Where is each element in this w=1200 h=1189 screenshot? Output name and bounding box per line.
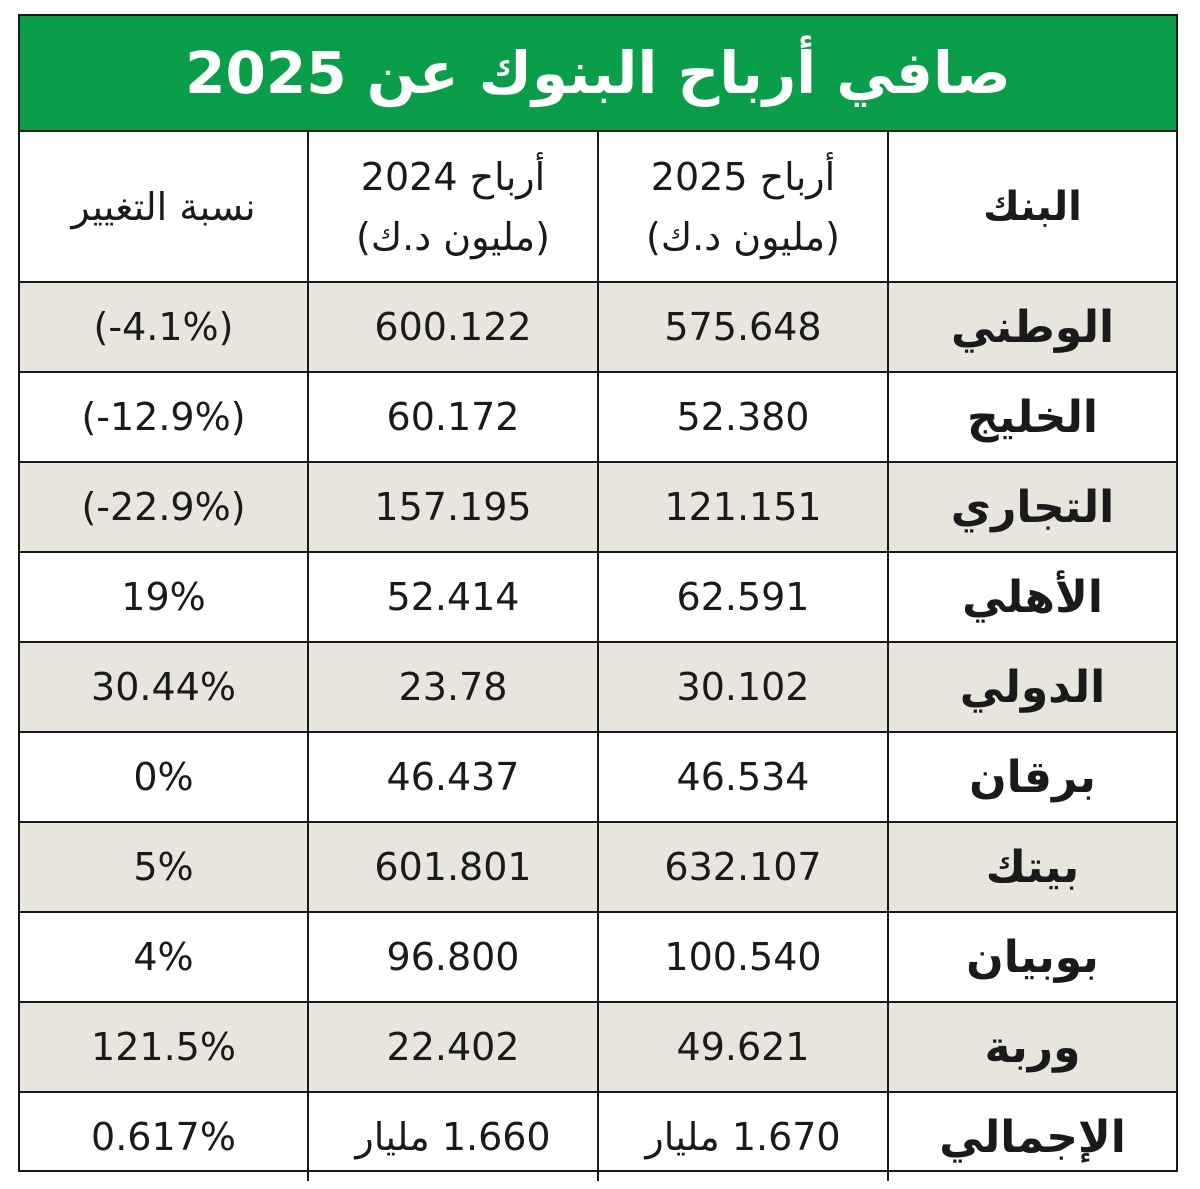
table-title-bar — [20, 16, 1176, 132]
total-change-cell: 0.617% — [20, 1092, 308, 1181]
header-bank-label: البنك — [983, 183, 1082, 230]
bank-name-cell: التجاري — [888, 462, 1176, 552]
change-cell: 4% — [20, 912, 308, 1002]
bank-name-cell: الدولي — [888, 642, 1176, 732]
table-row — [20, 1002, 1176, 1092]
header-change-label: نسبة التغيير — [71, 184, 256, 229]
change-cell: 30.44% — [20, 642, 308, 732]
header-row — [20, 132, 1176, 282]
table-row — [20, 462, 1176, 552]
change-cell: 0% — [20, 732, 308, 822]
bank-name-cell: الخليج — [888, 372, 1176, 462]
profit-2024-cell: 96.800 — [308, 912, 598, 1002]
change-cell: (-22.9%) — [20, 462, 308, 552]
total-label-cell: الإجمالي — [888, 1092, 1176, 1181]
change-cell: (-4.1%) — [20, 282, 308, 372]
profit-2025-cell: 46.534 — [598, 732, 888, 822]
change-cell: 5% — [20, 822, 308, 912]
table-row — [20, 282, 1176, 372]
header-profit-2024-unit: (مليون د.ك) — [356, 214, 550, 259]
change-cell: (-12.9%) — [20, 372, 308, 462]
table-row — [20, 372, 1176, 462]
profit-2025-cell: 62.591 — [598, 552, 888, 642]
bank-name-cell: الوطني — [888, 282, 1176, 372]
profit-2024-cell: 601.801 — [308, 822, 598, 912]
bank-profits-table-frame — [18, 14, 1178, 1172]
profit-2025-cell: 121.151 — [598, 462, 888, 552]
total-profit-2024-cell: 1.660 مليار — [308, 1092, 598, 1181]
change-cell: 121.5% — [20, 1002, 308, 1092]
header-profit-2025-unit: (مليون د.ك) — [646, 214, 840, 259]
profit-2025-cell: 632.107 — [598, 822, 888, 912]
bank-name-cell: برقان — [888, 732, 1176, 822]
profit-2024-cell: 52.414 — [308, 552, 598, 642]
change-cell: 19% — [20, 552, 308, 642]
bank-name-cell: وربة — [888, 1002, 1176, 1092]
profit-2025-cell: 575.648 — [598, 282, 888, 372]
profit-2025-cell: 100.540 — [598, 912, 888, 1002]
header-bank — [888, 132, 1176, 282]
profit-2025-cell: 30.102 — [598, 642, 888, 732]
total-profit-2025-cell: 1.670 مليار — [598, 1092, 888, 1181]
profit-2025-cell: 52.380 — [598, 372, 888, 462]
table-row — [20, 732, 1176, 822]
table-title: صافي أرباح البنوك عن 2025 — [185, 39, 1011, 107]
profit-2025-cell: 49.621 — [598, 1002, 888, 1092]
table-row — [20, 822, 1176, 912]
bank-name-cell: بوبيان — [888, 912, 1176, 1002]
table-row — [20, 912, 1176, 1002]
header-change — [20, 132, 308, 282]
total-row — [20, 1092, 1176, 1181]
profit-2024-cell: 600.122 — [308, 282, 598, 372]
header-profit-2024 — [308, 132, 598, 282]
bank-name-cell: بيتك — [888, 822, 1176, 912]
profit-2024-cell: 157.195 — [308, 462, 598, 552]
bank-name-cell: الأهلي — [888, 552, 1176, 642]
table-row — [20, 552, 1176, 642]
bank-profits-table — [20, 132, 1176, 1181]
profit-2024-cell: 23.78 — [308, 642, 598, 732]
header-profit-2024-label: أرباح 2024 — [360, 154, 546, 199]
header-profit-2025 — [598, 132, 888, 282]
table-row — [20, 642, 1176, 732]
profit-2024-cell: 22.402 — [308, 1002, 598, 1092]
profit-2024-cell: 46.437 — [308, 732, 598, 822]
profit-2024-cell: 60.172 — [308, 372, 598, 462]
header-profit-2025-label: أرباح 2025 — [650, 154, 836, 199]
